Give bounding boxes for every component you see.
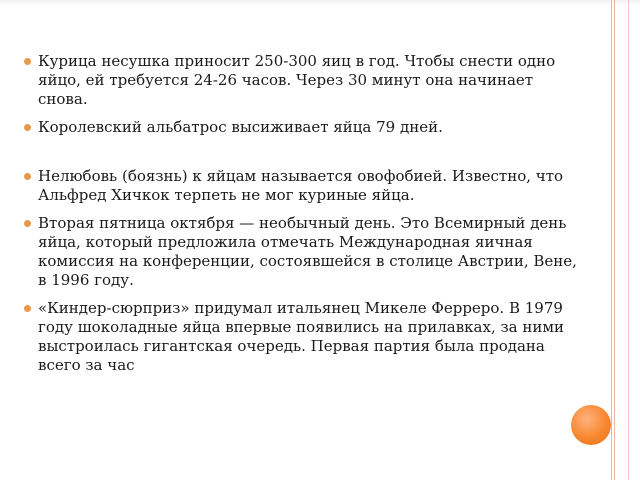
list-item xyxy=(24,214,580,290)
bullet-icon xyxy=(24,305,31,312)
paragraph-text: Вторая пятница октября — необычный день. Это Всемирный день яйца, который предложила отмечать Международная яичная комиссия на конференции, состоявшейся в столице Австрии, Вене, в 1996 году. xyxy=(38,214,577,289)
paragraph-text: Курица несушка приносит 250-300 яиц в год. Чтобы снести одно яйцо, ей требуется 24-26 часов. Через 30 минут она начинает снова. xyxy=(38,52,556,108)
list-item xyxy=(24,299,580,375)
right-border-line xyxy=(611,0,612,480)
bullet-icon xyxy=(24,220,31,227)
right-border-line xyxy=(628,0,629,480)
bullet-icon xyxy=(24,173,31,180)
bullet-icon xyxy=(24,58,31,65)
top-fade xyxy=(0,0,640,6)
list-item xyxy=(24,167,580,205)
slide-content xyxy=(24,52,580,384)
right-border-line xyxy=(614,0,615,480)
paragraph-text: «Киндер-сюрприз» придумал итальянец Микеле Ферреро. В 1979 году шоколадные яйца впервые появились на прилавках, за ними выстроилась гигантская очередь. Первая партия была продана всего за час xyxy=(38,299,565,374)
list-item xyxy=(24,118,580,137)
bullet-icon xyxy=(24,124,31,131)
list-item xyxy=(24,52,580,109)
paragraph-text: Нелюбовь (боязнь) к яйцам называется овофобией. Известно, что Альфред Хичкок терпеть не мог куриные яйца. xyxy=(38,167,564,204)
paragraph-text: Королевский альбатрос высиживает яйца 79 дней. xyxy=(38,118,443,136)
decorative-orange-circle xyxy=(571,405,611,445)
